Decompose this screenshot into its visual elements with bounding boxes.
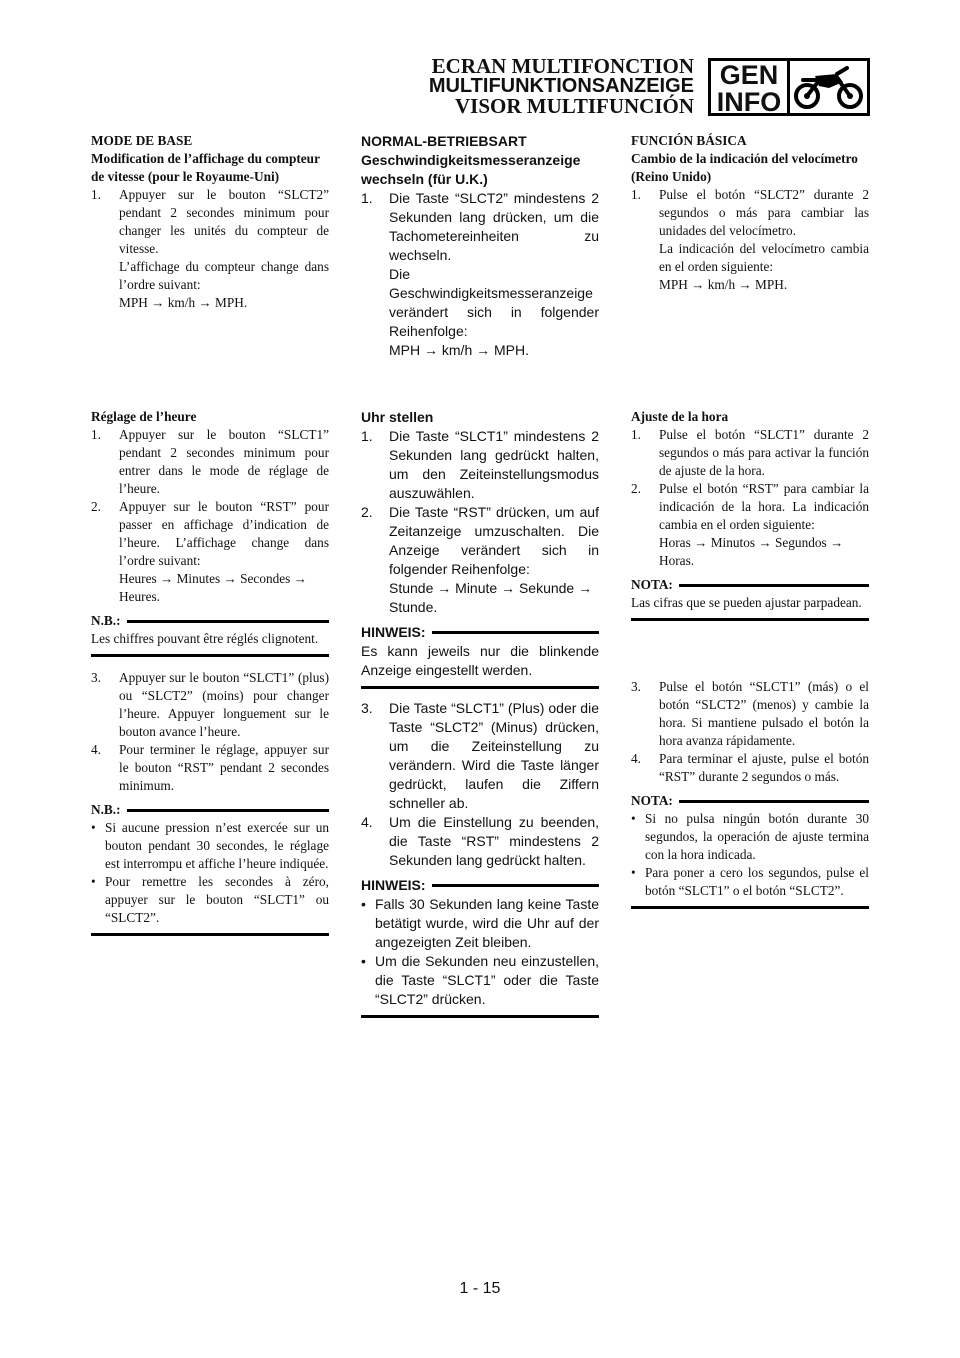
section-title: Réglage de l’heure — [91, 409, 197, 424]
list-continuation: La indicación del velocímetro cambia en el orden siguiente: — [659, 241, 869, 274]
bullet-item: • Falls 30 Sekunden lang keine Taste betätigt wurde, wird die Uhr auf der angezeigten Zeit bleiben. — [361, 896, 599, 950]
list-item: 3. Appuyer sur le bouton “SLCT1” (plus) ou “SLCT2” (moins) pour changer l’heure. Appuyer longuement sur le bouton avance l’heure. — [91, 670, 329, 739]
note-header: HINWEIS: — [361, 876, 599, 895]
list-item: 2. Die Taste “RST” drücken, um auf Zeitanzeige umzuschalten. Die Anzeige verändert sich in folgender Reihenfolge: — [361, 504, 599, 577]
list-item: 1. Die Taste “SLCT1” mindestens 2 Sekunden lang gedrückt halten, um den Zeiteinstellungsmodus auszuwählen. — [361, 428, 599, 501]
motorcycle-icon — [793, 62, 865, 112]
list-continuation: Horas → Minutos → Segundos → Horas. — [659, 535, 844, 568]
list-continuation: MPH → km/h → MPH. — [659, 277, 788, 292]
column-german — [361, 132, 599, 360]
list-continuation: MPH → km/h → MPH. — [119, 295, 248, 310]
bullet-item: • Pour remettre les secondes à zéro, appuyer sur le bouton “SLCT1” ou “SLCT2”. — [91, 874, 329, 925]
badge-text-info: INFO — [716, 87, 782, 117]
column-spanish-clock — [631, 408, 869, 621]
list-continuation: Die Geschwindigkeitsmesseranzeige verändert sich in folgender Reihenfolge: — [389, 266, 599, 339]
list-item: 4. Um die Einstellung zu beenden, die Taste “RST” mindestens 2 Sekunden lang gedrückt halten. — [361, 814, 599, 868]
list-continuation: MPH → km/h → MPH. — [389, 342, 530, 358]
bullet-item: • Para poner a cero los segundos, pulse el botón “SLCT1” o el botón “SLCT2”. — [631, 865, 869, 898]
list-continuation: Stunde → Minute → Sekunde → Stunde. — [389, 580, 593, 615]
bullet-item: • Si no pulsa ningún botón durante 30 segundos, la operación de ajuste termina con la hora indicada. — [631, 811, 869, 862]
section-title: MODE DE BASE — [91, 133, 193, 148]
header-title-fr: ECRAN MULTIFONCTION — [431, 54, 694, 78]
note-header: HINWEIS: — [361, 623, 599, 642]
list-item: 3. Pulse el botón “SLCT1” (más) o el botón “SLCT2” (menos) y cambie la hora. Si mantiene pulsado el botón la hora avanza rápidamente. — [631, 679, 869, 748]
list-item: 1. Appuyer sur le bouton “SLCT1” pendant 2 secondes minimum pour entrer dans le mode de réglage de l’heure. — [91, 427, 329, 496]
note-header: N.B.: — [91, 612, 329, 630]
section-subtitle: Cambio de la indicación del velocímetro (Reino Unido) — [631, 151, 858, 184]
list-item: 1. Pulse el botón “SLCT1” durante 2 segundos o más para activar la función de ajuste de la hora. — [631, 427, 869, 478]
list-item: 4. Pour terminer le réglage, appuyer sur le bouton “RST” pendant 2 secondes minimum. — [91, 742, 329, 793]
note-header: N.B.: — [91, 801, 329, 819]
note-end-rule — [361, 1015, 599, 1018]
section-title: FUNCIÓN BÁSICA — [631, 133, 747, 148]
header-title-de: MULTIFUNKTIONSANZEIGE — [428, 75, 694, 97]
column-french-clock — [91, 408, 329, 936]
column-french — [91, 132, 329, 312]
list-item: 2. Pulse el botón “RST” para cambiar la indicación de la hora. La indicación cambia en el orden siguiente: — [631, 481, 869, 532]
note-end-rule — [631, 906, 869, 909]
list-continuation: Heures → Minutes → Secondes → Heures. — [119, 571, 307, 604]
list-item: 3. Die Taste “SLCT1” (Plus) oder die Taste “SLCT2” (Minus) drücken, um die Zeiteinstellung zu verändern. Wird die Taste länger gedrückt, laufen die Ziffern schneller ab. — [361, 700, 599, 811]
list-item: 4. Para terminar el ajuste, pulse el botón “RST” durante 2 segundos o más. — [631, 751, 869, 784]
list-item: 1. Appuyer sur le bouton “SLCT2” pendant 2 secondes minimum pour changer les unités du compteur de vitesse. — [91, 187, 329, 256]
section-title: NORMAL-BETRIEBSART — [361, 133, 527, 149]
list-item: 2. Appuyer sur le bouton “RST” pour passer en affichage d’indication de l’heure. L’affichage change dans l’ordre suivant: — [91, 499, 329, 568]
list-item: 1. Pulse el botón “SLCT2” durante 2 segundos o más para cambiar las unidades del velocímetro. — [631, 187, 869, 238]
section-title: Uhr stellen — [361, 409, 434, 425]
column-german-clock — [361, 408, 599, 1018]
bullet-item: • Um die Sekunden neu einzustellen, die Taste “SLCT1” oder die Taste “SLCT2” drücken. — [361, 953, 599, 1007]
note-text: Las cifras que se pueden ajustar parpadean. — [631, 595, 862, 610]
badge-divider — [787, 58, 790, 116]
list-continuation: L’affichage du compteur change dans l’ordre suivant: — [119, 259, 329, 292]
note-end-rule — [631, 618, 869, 621]
note-end-rule — [91, 933, 329, 936]
list-item: 1. Die Taste “SLCT2” mindestens 2 Sekunden lang drücken, um die Tachometereinheiten zu wechseln. — [361, 190, 599, 263]
page-number: 1 - 15 — [459, 1280, 501, 1297]
badge-text-gen: GEN — [719, 60, 779, 90]
column-spanish — [631, 132, 869, 294]
note-text: Les chiffres pouvant être réglés clignotent. — [91, 631, 319, 646]
column-spanish-steps — [631, 678, 869, 909]
header-title-es: VISOR MULTIFUNCIÓN — [454, 94, 694, 118]
section-title: Ajuste de la hora — [631, 409, 729, 424]
section-subtitle: Modification de l’affichage du compteur de vitesse (pour le Royaume-Uni) — [91, 151, 320, 184]
note-header: NOTA: — [631, 576, 869, 594]
note-text: Es kann jeweils nur die blinkende Anzeige eingestellt werden. — [361, 643, 599, 678]
section-subtitle: Geschwindigkeitsmesseranzeige wechseln (für U.K.) — [361, 152, 581, 187]
note-header: NOTA: — [631, 792, 869, 810]
bullet-item: • Si aucune pression n’est exercée sur un bouton pendant 30 secondes, le réglage est interrompu et affiche l’heure indiquée. — [91, 820, 329, 871]
